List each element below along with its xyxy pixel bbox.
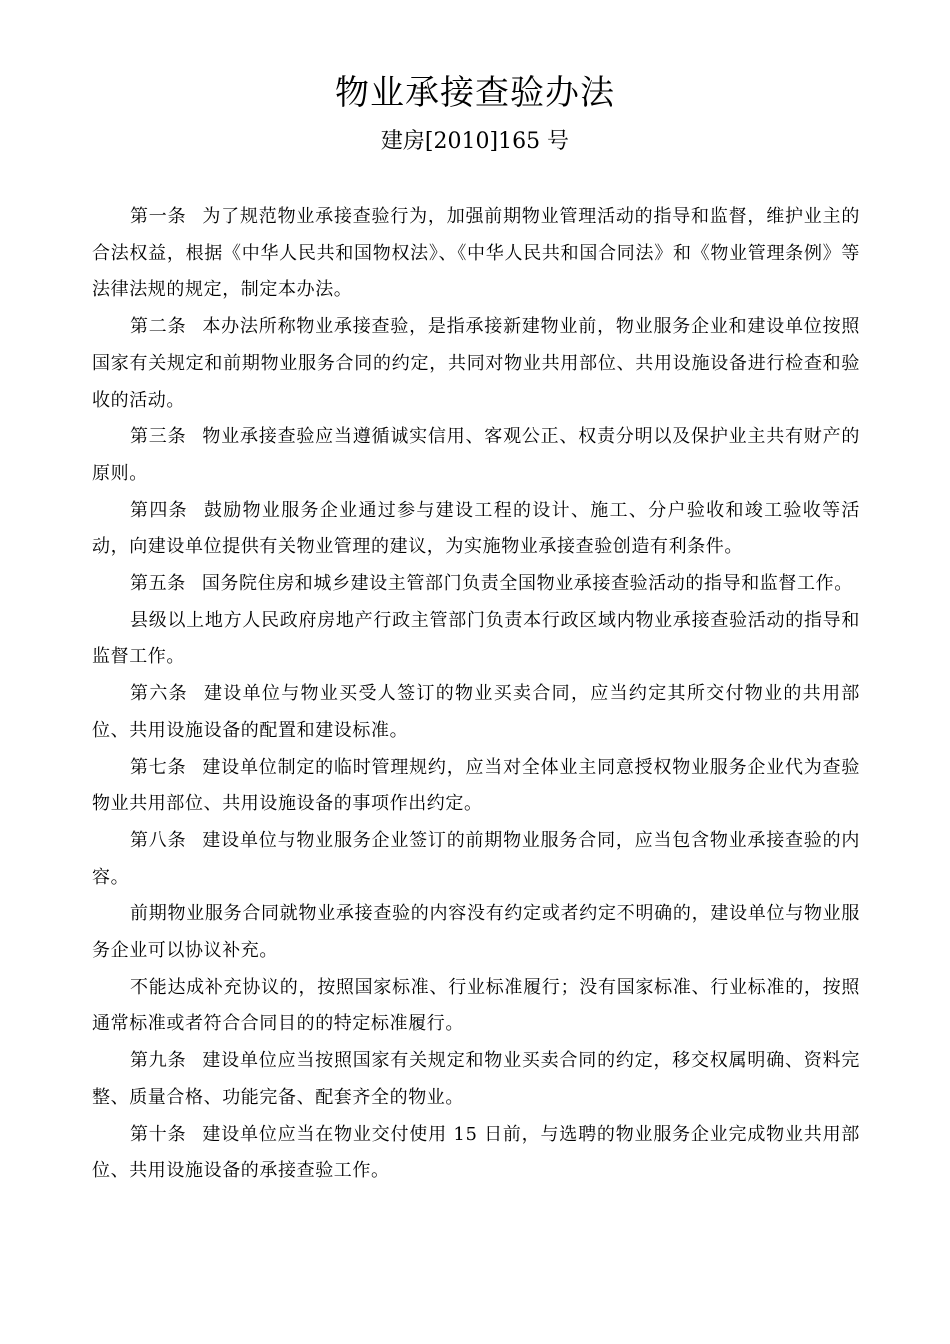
article-label: 第一条: [130, 206, 187, 227]
article-text: 建设单位应当在物业交付使用 15 日前，与选聘的物业服务企业完成物业共用部位、共用设施设备的承接查验工作。: [92, 1123, 860, 1182]
article-label: 第九条: [130, 1050, 187, 1072]
article-9: [92, 1043, 860, 1116]
article-7: [92, 750, 860, 823]
article-label: 第三条: [130, 426, 187, 448]
article-10: [92, 1117, 860, 1190]
article-2: [92, 309, 860, 419]
paragraph-text: 前期物业服务合同就物业承接查验的内容没有约定或者约定不明确的，建设单位与物业服务企业可以协议补充。: [92, 903, 860, 962]
article-5: [92, 566, 860, 603]
document-title: 物业承接查验办法: [335, 73, 615, 113]
article-text: 本办法所称物业承接查验，是指承接新建物业前，物业服务企业和建设单位按照国家有关规定和前期物业服务合同的约定，共同对物业共用部位、共用设施设备进行检查和验收的活动。: [92, 316, 860, 411]
paragraph-text: 县级以上地方人民政府房地产行政主管部门负责本行政区域内物业承接查验活动的指导和监督工作。: [92, 609, 860, 668]
article-label: 第七条: [130, 756, 187, 778]
article-text: 鼓励物业服务企业通过参与建设工程的设计、施工、分户验收和竣工验收等活动，向建设单位提供有关物业管理的建议，为实施物业承接查验创造有利条件。: [92, 499, 860, 558]
article-text: 建设单位与物业买受人签订的物业买卖合同，应当约定其所交付物业的共用部位、共用设施设备的配置和建设标准。: [92, 683, 860, 741]
article-text: 建设单位制定的临时管理规约，应当对全体业主同意授权物业服务企业代为查验物业共用部位、共用设施设备的事项作出约定。: [92, 756, 860, 815]
article-8-paragraph-3: [92, 970, 860, 1043]
paragraph-text: 不能达成补充协议的，按照国家标准、行业标准履行；没有国家标准、行业标准的，按照通常标准或者符合合同目的的特定标准履行。: [92, 976, 860, 1035]
article-text: 建设单位与物业服务企业签订的前期物业服务合同，应当包含物业承接查验的内容。: [92, 829, 860, 888]
article-6: [92, 676, 860, 749]
article-label: 第二条: [130, 316, 187, 338]
article-3: [92, 419, 860, 492]
article-label: 第八条: [130, 829, 187, 851]
article-8: [92, 823, 860, 896]
article-label: 第十条: [130, 1123, 187, 1145]
document-number: 建房[2010]165 号: [380, 129, 570, 154]
article-label: 第四条: [130, 499, 188, 521]
article-label: 第六条: [130, 683, 188, 705]
document-body: [92, 199, 860, 1190]
article-label: 第五条: [130, 573, 186, 595]
article-1: [92, 199, 860, 309]
article-text: 国务院住房和城乡建设主管部门负责全国物业承接查验活动的指导和监督工作。: [201, 573, 853, 595]
article-4: [92, 493, 860, 566]
article-text: 为了规范物业承接查验行为，加强前期物业管理活动的指导和监督，维护业主的合法权益，根据《中华人民共和国物权法》、《中华人民共和国合同法》和《物业管理条例》等法律法规的规定，制定本办法。: [92, 206, 860, 301]
article-text: 建设单位应当按照国家有关规定和物业买卖合同的约定，移交权属明确、资料完整、质量合格、功能完备、配套齐全的物业。: [92, 1050, 860, 1108]
article-8-paragraph-2: [92, 896, 860, 969]
article-text: 物业承接查验应当遵循诚实信用、客观公正、权责分明以及保护业主共有财产的原则。: [92, 426, 860, 484]
article-5-paragraph-2: [92, 603, 860, 676]
